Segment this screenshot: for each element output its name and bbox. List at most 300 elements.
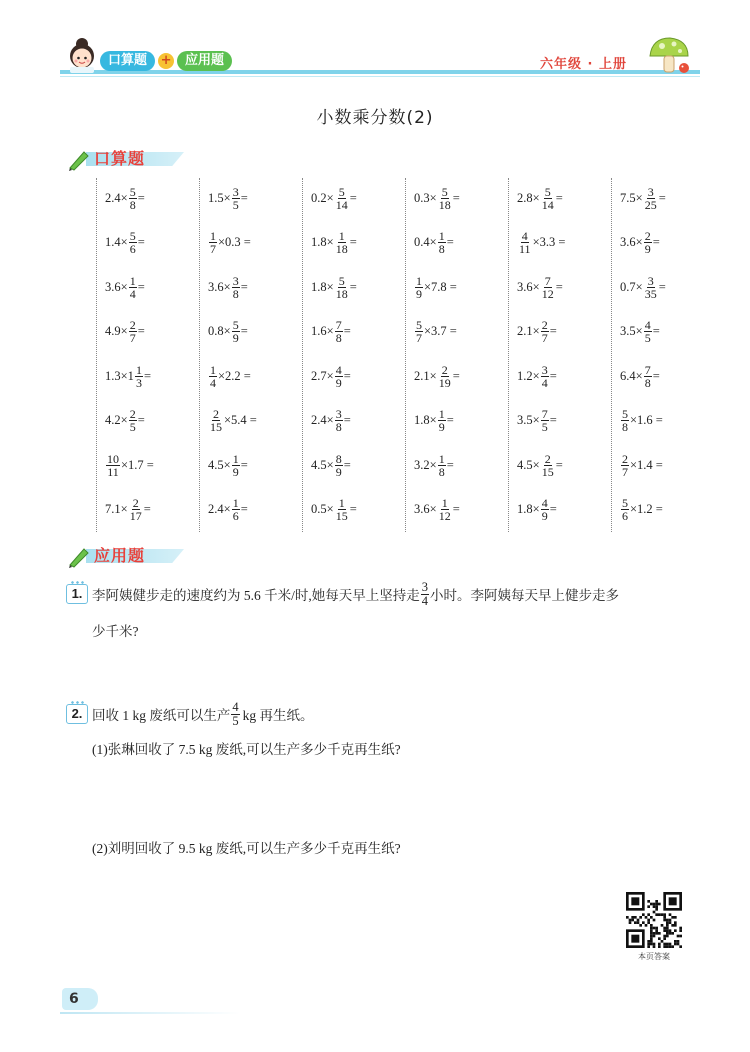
- exercise-fraction: [335, 230, 349, 255]
- exercise-prefix: 1.3×1: [105, 368, 134, 383]
- exercise-fraction: [335, 453, 343, 478]
- exercise-prefix: 4.5×: [311, 457, 334, 472]
- exercise-suffix: ×5.4 =: [224, 413, 257, 427]
- plus-badge: +: [158, 53, 174, 69]
- exercise-prefix: 2.4×: [311, 413, 334, 427]
- exercise-item: [620, 490, 663, 530]
- fraction-numerator: 5: [416, 318, 422, 332]
- fraction-denominator: 9: [416, 286, 422, 301]
- exercise-column: [611, 178, 715, 532]
- exercise-fraction: [644, 275, 658, 300]
- fraction-numerator: 1: [232, 496, 239, 510]
- fraction-denominator: 4: [210, 375, 216, 390]
- problem-2-fraction: [231, 701, 239, 727]
- fraction-denominator: 14: [541, 197, 554, 212]
- fraction-numerator: 5: [129, 229, 136, 243]
- exercise-prefix: 4.5×: [517, 457, 540, 472]
- exercise-item: [105, 356, 151, 396]
- fraction-denominator: 5: [541, 420, 548, 434]
- exercise-item: [414, 445, 454, 485]
- fraction-denominator: 9: [541, 509, 548, 523]
- fraction-numerator: 2: [129, 318, 136, 332]
- fraction-numerator: 1: [441, 496, 448, 510]
- exercise-prefix: 2.4×: [208, 502, 231, 516]
- fraction-denominator: 14: [335, 197, 348, 212]
- exercise-suffix: =: [343, 368, 351, 383]
- header-rule-thin: [60, 76, 700, 77]
- exercise-item: [414, 401, 454, 441]
- fraction-denominator: 9: [335, 464, 342, 479]
- fraction-denominator: 18: [335, 242, 348, 256]
- exercise-prefix: 0.4×: [414, 235, 437, 249]
- qr-caption: 本页答案: [638, 952, 670, 961]
- fraction-numerator: 4: [521, 229, 528, 243]
- exercise-item: [311, 490, 357, 530]
- exercise-item: [414, 312, 457, 352]
- fraction-numerator: 3: [232, 184, 239, 199]
- exercise-prefix: 0.5×: [311, 502, 334, 516]
- fraction-numerator: 1: [135, 362, 142, 377]
- exercise-fraction: [541, 319, 549, 344]
- exercise-prefix: 7.5×: [620, 190, 643, 205]
- problem-2-line1: [92, 697, 314, 731]
- exercise-fraction: [335, 319, 343, 344]
- exercise-item: [414, 356, 460, 396]
- fraction-denominator: 8: [129, 197, 136, 212]
- fraction-numerator: 5: [232, 318, 239, 332]
- fraction-numerator: 3: [647, 184, 654, 199]
- exercise-item: [311, 267, 357, 307]
- fraction-denominator: 9: [644, 242, 651, 256]
- fraction-numerator: 1: [232, 451, 239, 466]
- exercise-suffix: =: [652, 324, 660, 338]
- exercise-item: [208, 356, 251, 396]
- exercise-suffix: =: [446, 413, 454, 427]
- fraction-denominator: 6: [622, 509, 628, 523]
- mushroom-icon: [644, 34, 692, 76]
- exercise-fraction: [644, 230, 652, 255]
- grade-label: 六年级 · 上册: [540, 57, 627, 72]
- fraction-denominator: 7: [129, 331, 136, 345]
- exercise-prefix: 6.4×: [620, 368, 643, 383]
- exercise-prefix: 3.6×: [620, 235, 643, 249]
- exercise-prefix: 3.6×: [414, 502, 437, 516]
- fraction-denominator: 3: [135, 375, 142, 390]
- exercise-suffix: =: [349, 190, 357, 205]
- exercise-prefix: 2.1×: [414, 368, 437, 383]
- fraction-denominator: 8: [438, 464, 445, 479]
- fraction-denominator: 19: [438, 375, 451, 390]
- exercise-suffix: =: [452, 190, 460, 205]
- fraction-denominator: 25: [644, 197, 657, 212]
- exercise-item: [208, 401, 257, 441]
- exercise-fraction: [644, 319, 652, 344]
- exercise-prefix: 2.1×: [517, 324, 540, 338]
- exercise-prefix: 3.6×: [517, 279, 540, 294]
- exercise-item: [208, 445, 248, 485]
- fraction-denominator: 9: [335, 375, 342, 390]
- exercise-column: [508, 178, 612, 532]
- fraction-denominator: 12: [438, 509, 451, 523]
- exercise-prefix: 1.5×: [208, 190, 231, 205]
- exercise-suffix: =: [343, 457, 351, 472]
- exercise-suffix: =: [143, 368, 151, 383]
- pencil-icon: [66, 146, 92, 172]
- exercise-suffix: =: [240, 279, 248, 294]
- fraction-denominator: 8: [644, 375, 651, 390]
- fraction-denominator: 8: [335, 420, 342, 434]
- oral-exercise-grid: [96, 178, 706, 532]
- exercise-fraction: [438, 230, 446, 255]
- exercise-prefix: 0.7×: [620, 279, 643, 294]
- problem-2-text-a: 回收 1 kg 废纸可以生产: [92, 708, 231, 723]
- exercise-prefix: 3.2×: [414, 457, 437, 472]
- fraction-denominator: 9: [232, 331, 239, 345]
- fraction-numerator: 1: [438, 229, 445, 243]
- fraction-numerator: 1: [438, 451, 445, 466]
- exercise-suffix: =: [240, 324, 248, 338]
- exercise-fraction: [541, 364, 549, 389]
- fraction-numerator: 4: [232, 700, 239, 714]
- exercise-item: [105, 178, 145, 218]
- exercise-fraction: [129, 497, 143, 522]
- exercise-fraction: [209, 230, 217, 255]
- exercise-item: [517, 445, 563, 485]
- section-applied-header: [66, 543, 186, 567]
- exercise-suffix: =: [343, 413, 351, 427]
- fraction-numerator: 2: [129, 407, 136, 421]
- exercise-fraction: [209, 408, 223, 433]
- fraction-denominator: 4: [129, 286, 136, 301]
- exercise-item: [517, 356, 557, 396]
- exercise-prefix: 7.1×: [105, 502, 128, 516]
- fraction-denominator: 7: [210, 242, 216, 256]
- fraction-denominator: 8: [335, 331, 342, 345]
- exercise-suffix: ×7.8 =: [424, 279, 457, 294]
- fraction-numerator: 5: [622, 496, 628, 510]
- exercise-item: [414, 178, 460, 218]
- exercise-suffix: =: [452, 368, 460, 383]
- exercise-suffix: =: [343, 324, 351, 338]
- fraction-denominator: 15: [541, 464, 554, 479]
- exercise-item: [620, 178, 666, 218]
- exercise-item: [208, 178, 248, 218]
- exercise-item: [105, 267, 145, 307]
- fraction-denominator: 12: [541, 286, 554, 301]
- exercise-suffix: =: [549, 324, 557, 338]
- exercise-fraction: [129, 319, 137, 344]
- exercise-item: [517, 267, 563, 307]
- fraction-numerator: 4: [541, 496, 548, 510]
- fraction-denominator: 18: [335, 286, 348, 301]
- fraction-denominator: 6: [232, 509, 239, 523]
- fraction-numerator: 1: [438, 407, 445, 421]
- fraction-denominator: 4: [421, 593, 429, 608]
- problem-1-text-c: 少千米?: [92, 624, 139, 639]
- exercise-suffix: ×1.6 =: [630, 413, 663, 427]
- exercise-suffix: =: [652, 235, 660, 249]
- exercise-fraction: [129, 186, 137, 211]
- fraction-numerator: 3: [541, 362, 548, 377]
- problem-1-line1: [92, 578, 619, 610]
- exercise-suffix: =: [143, 502, 151, 516]
- exercise-suffix: ×2.2 =: [218, 368, 251, 383]
- exercise-fraction: [541, 408, 549, 433]
- exercise-prefix: 0.8×: [208, 324, 231, 338]
- exercise-item: [105, 445, 154, 485]
- exercise-item: [517, 312, 557, 352]
- exercise-fraction: [415, 319, 423, 344]
- exercise-item: [620, 223, 660, 263]
- exercise-fraction: [541, 453, 555, 478]
- problem-2-sub1: (1)张琳回收了 7.5 kg 废纸,可以生产多少千克再生纸?: [92, 742, 401, 757]
- exercise-suffix: =: [137, 324, 145, 338]
- fraction-numerator: 3: [421, 580, 429, 594]
- fraction-denominator: 6: [129, 242, 136, 256]
- fraction-denominator: 8: [438, 242, 445, 256]
- exercise-fraction: [621, 497, 629, 522]
- page-number: 6: [62, 988, 98, 1010]
- exercise-suffix: =: [652, 368, 660, 383]
- exercise-column: [199, 178, 303, 532]
- fraction-numerator: 1: [338, 496, 345, 510]
- exercise-column: [96, 178, 200, 532]
- exercise-fraction: [129, 408, 137, 433]
- exercise-item: [311, 223, 357, 263]
- fraction-denominator: 15: [335, 509, 348, 523]
- exercise-item: [105, 401, 145, 441]
- problem-2-text-b: kg 再生纸。: [242, 708, 314, 723]
- exercise-fraction: [129, 230, 137, 255]
- exercise-prefix: 4.5×: [208, 457, 231, 472]
- exercise-item: [311, 312, 351, 352]
- exercise-fraction: [232, 275, 240, 300]
- exercise-item: [517, 178, 563, 218]
- fraction-denominator: 5: [129, 420, 136, 434]
- exercise-suffix: =: [240, 457, 248, 472]
- exercise-prefix: 2.8×: [517, 190, 540, 205]
- exercise-fraction: [438, 186, 452, 211]
- exercise-item: [105, 312, 145, 352]
- exercise-item: [517, 490, 557, 530]
- exercise-prefix: 2.7×: [311, 368, 334, 383]
- exercise-prefix: 1.2×: [517, 368, 540, 383]
- problem-1-fraction: [421, 581, 429, 607]
- exercise-prefix: 0.3×: [414, 190, 437, 205]
- exercise-suffix: =: [555, 279, 563, 294]
- fraction-numerator: 2: [132, 496, 139, 510]
- exercise-prefix: 4.9×: [105, 324, 128, 338]
- exercise-suffix: =: [555, 457, 563, 472]
- fraction-numerator: 2: [644, 229, 651, 243]
- exercise-item: [105, 223, 145, 263]
- qr-code-icon[interactable]: [626, 892, 682, 948]
- fraction-denominator: 8: [232, 286, 239, 301]
- exercise-suffix: =: [240, 190, 248, 205]
- exercise-fraction: [621, 408, 629, 433]
- exercise-fraction: [518, 230, 532, 255]
- exercise-prefix: 1.8×: [414, 413, 437, 427]
- fraction-numerator: 3: [647, 273, 654, 288]
- exercise-item: [517, 223, 565, 263]
- problem-1-line2: [92, 620, 139, 640]
- fraction-numerator: 1: [416, 273, 422, 288]
- fraction-numerator: 1: [338, 229, 345, 243]
- exercise-suffix: =: [137, 235, 145, 249]
- fraction-numerator: 7: [544, 273, 551, 288]
- fraction-numerator: 4: [335, 362, 342, 377]
- exercise-fraction: [438, 453, 446, 478]
- fraction-numerator: 5: [441, 184, 448, 199]
- exercise-suffix: ×1.4 =: [630, 457, 663, 472]
- exercise-item: [414, 490, 460, 530]
- exercise-suffix: ×1.7 =: [121, 457, 154, 472]
- fraction-numerator: 2: [544, 451, 551, 466]
- exercise-suffix: =: [349, 279, 357, 294]
- exercise-fraction: [438, 408, 446, 433]
- problem-1-text-b: 小时。李阿姨每天早上健步走多: [430, 588, 620, 603]
- exercise-suffix: =: [549, 502, 557, 516]
- exercise-suffix: ×3.3 =: [532, 235, 566, 249]
- exercise-prefix: 3.5×: [620, 324, 643, 338]
- exercise-prefix: 1.8×: [517, 502, 540, 516]
- fraction-numerator: 1: [210, 362, 216, 377]
- fraction-denominator: 17: [129, 509, 142, 523]
- exercise-suffix: =: [446, 457, 454, 472]
- exercise-fraction: [541, 275, 555, 300]
- exercise-suffix: =: [658, 279, 666, 294]
- exercise-item: [311, 356, 351, 396]
- exercise-prefix: 1.8×: [311, 235, 334, 249]
- section-applied-label: 应用题: [94, 546, 146, 565]
- fraction-denominator: 11: [519, 242, 531, 256]
- exercise-fraction: [135, 364, 143, 389]
- exercise-item: [208, 490, 248, 530]
- exercise-fraction: [335, 364, 343, 389]
- fraction-denominator: 8: [622, 420, 628, 434]
- exercise-prefix: 1.6×: [311, 324, 334, 338]
- exercise-prefix: 3.5×: [517, 413, 540, 427]
- exercise-suffix: ×0.3 =: [218, 235, 251, 249]
- fraction-denominator: 4: [541, 375, 548, 390]
- exercise-fraction: [129, 275, 137, 300]
- girl-mascot-icon: [62, 34, 102, 74]
- exercise-item: [620, 445, 663, 485]
- tab-oral: 口算题: [100, 51, 155, 71]
- exercise-fraction: [209, 364, 217, 389]
- exercise-item: [208, 223, 251, 263]
- fraction-numerator: 5: [544, 184, 551, 199]
- exercise-fraction: [106, 453, 120, 478]
- fraction-numerator: 2: [541, 318, 548, 332]
- exercise-item: [208, 312, 248, 352]
- fraction-denominator: 5: [232, 197, 239, 212]
- exercise-prefix: 1.4×: [105, 235, 128, 249]
- exercise-fraction: [232, 453, 240, 478]
- fraction-denominator: 7: [622, 464, 628, 479]
- exercise-fraction: [335, 186, 349, 211]
- fraction-numerator: 3: [232, 273, 239, 288]
- exercise-fraction: [438, 364, 452, 389]
- exercise-prefix: 2.4×: [105, 190, 128, 205]
- fraction-numerator: 2: [441, 362, 448, 377]
- header-tabs: [100, 51, 232, 71]
- exercise-fraction: [541, 186, 555, 211]
- exercise-suffix: =: [446, 235, 454, 249]
- exercise-item: [208, 267, 248, 307]
- page-title: 小数乘分数(2): [316, 108, 434, 128]
- exercise-fraction: [644, 186, 658, 211]
- exercise-suffix: =: [240, 502, 248, 516]
- exercise-item: [620, 401, 663, 441]
- fraction-denominator: 15: [210, 420, 222, 434]
- exercise-item: [311, 178, 357, 218]
- exercise-suffix: =: [549, 413, 557, 427]
- exercise-item: [311, 445, 351, 485]
- fraction-numerator: 8: [335, 451, 342, 466]
- exercise-column: [302, 178, 406, 532]
- exercise-suffix: =: [452, 502, 460, 516]
- exercise-fraction: [438, 497, 452, 522]
- exercise-fraction: [335, 497, 349, 522]
- exercise-suffix: =: [137, 190, 145, 205]
- exercise-fraction: [335, 275, 349, 300]
- exercise-suffix: =: [555, 190, 563, 205]
- pencil-icon: [66, 543, 92, 569]
- exercise-suffix: ×1.2 =: [630, 502, 663, 516]
- problem-2-number: 2.: [66, 704, 88, 724]
- fraction-numerator: 5: [622, 407, 628, 421]
- fraction-denominator: 35: [644, 286, 657, 301]
- fraction-numerator: 10: [107, 451, 119, 466]
- fraction-numerator: 3: [335, 407, 342, 421]
- exercise-suffix: =: [137, 279, 145, 294]
- exercise-column: [405, 178, 509, 532]
- exercise-suffix: =: [349, 502, 357, 516]
- tab-applied: 应用题: [177, 51, 232, 71]
- footer-rule: [60, 1012, 240, 1014]
- fraction-denominator: 7: [541, 331, 548, 345]
- exercise-fraction: [541, 497, 549, 522]
- exercise-prefix: 3.6×: [105, 279, 128, 294]
- fraction-denominator: 5: [644, 331, 651, 345]
- fraction-denominator: 9: [232, 464, 239, 479]
- exercise-item: [517, 401, 557, 441]
- problem-1-number: 1.: [66, 584, 88, 604]
- fraction-numerator: 1: [129, 273, 136, 288]
- exercise-prefix: 3.6×: [208, 279, 231, 294]
- exercise-prefix: 1.8×: [311, 279, 334, 294]
- exercise-prefix: 4.2×: [105, 413, 128, 427]
- exercise-item: [414, 223, 454, 263]
- exercise-fraction: [415, 275, 423, 300]
- problem-2-sub2: (2)刘明回收了 9.5 kg 废纸,可以生产多少千克再生纸?: [92, 841, 401, 856]
- fraction-denominator: 9: [438, 420, 445, 434]
- fraction-denominator: 18: [438, 197, 451, 212]
- exercise-suffix: =: [549, 368, 557, 383]
- fraction-numerator: 7: [644, 362, 651, 377]
- fraction-numerator: 7: [335, 318, 342, 332]
- fraction-numerator: 2: [622, 451, 628, 466]
- exercise-suffix: =: [349, 235, 357, 249]
- section-oral-label: 口算题: [94, 149, 146, 168]
- fraction-numerator: 5: [129, 184, 136, 199]
- exercise-fraction: [335, 408, 343, 433]
- exercise-fraction: [621, 453, 629, 478]
- fraction-numerator: 5: [338, 273, 345, 288]
- exercise-item: [105, 490, 151, 530]
- fraction-numerator: 2: [213, 407, 219, 421]
